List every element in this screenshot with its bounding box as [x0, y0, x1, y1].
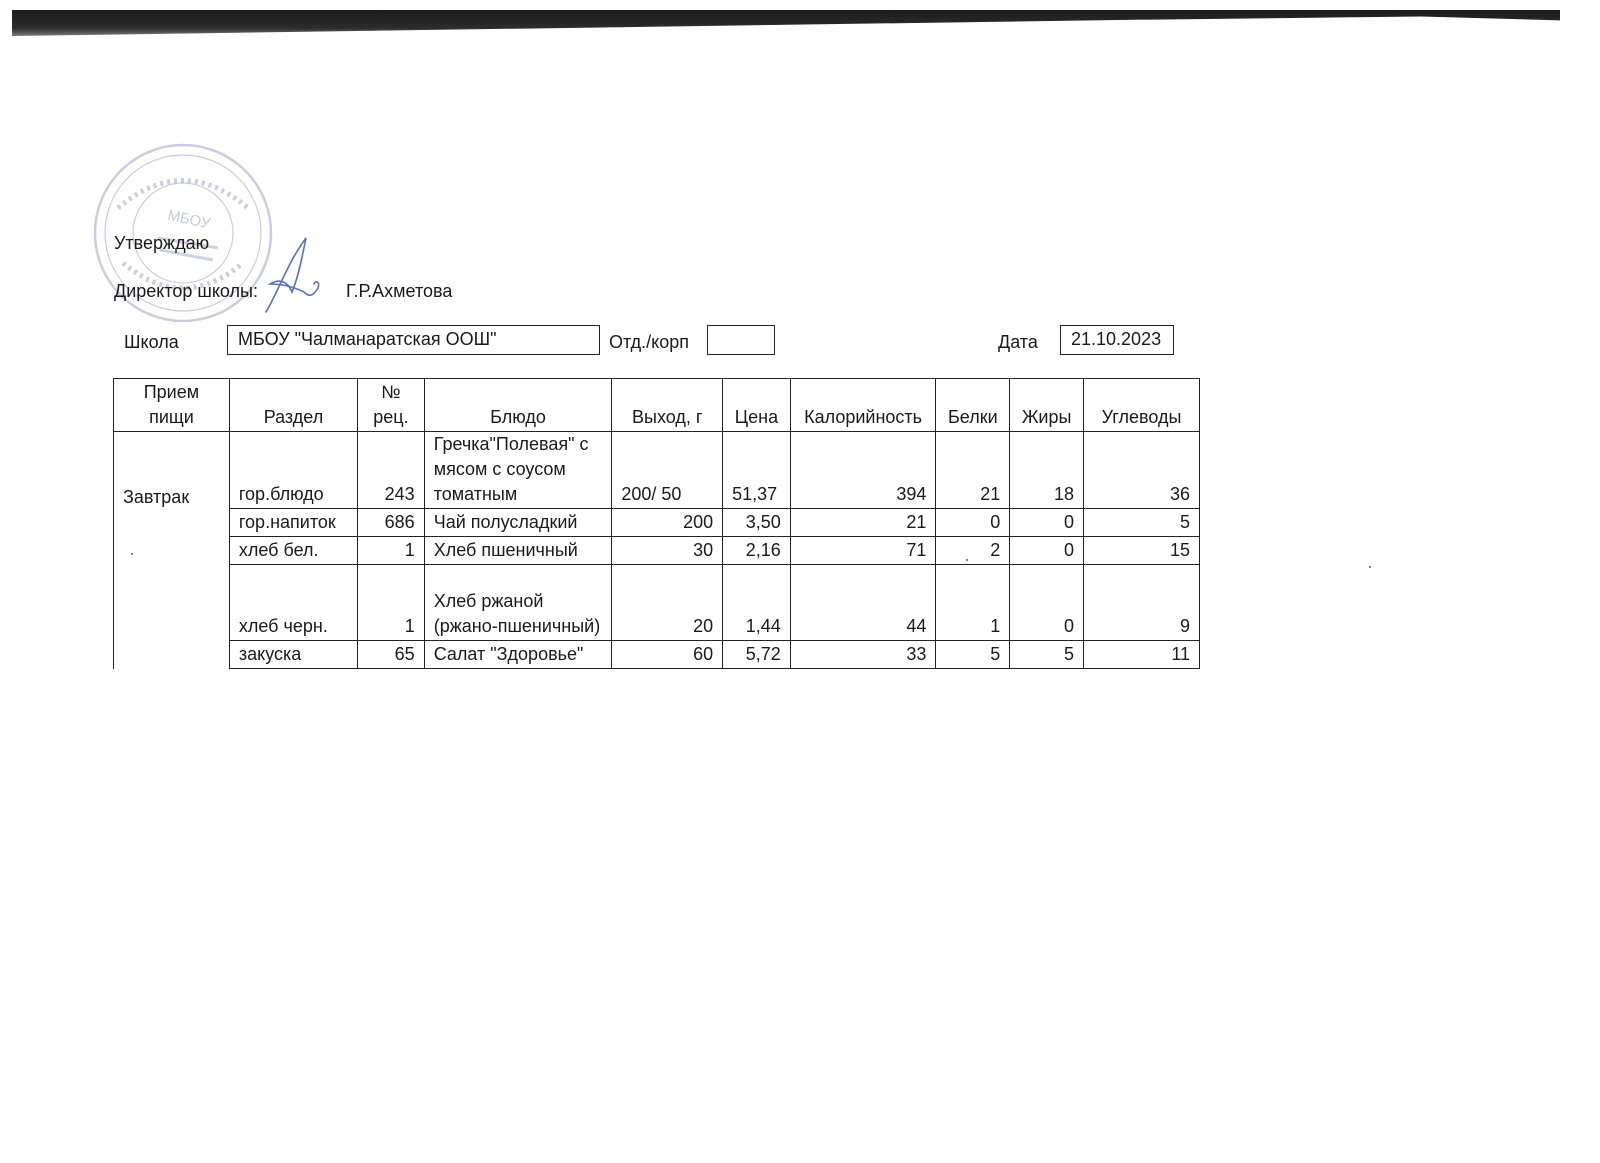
- school-field: МБОУ "Чалманаратская ООШ": [227, 325, 600, 355]
- cell-protein: 1: [936, 565, 1010, 641]
- cell-fat: 0: [1010, 509, 1084, 537]
- header-recipe: № рец.: [358, 379, 425, 432]
- menu-table: [113, 378, 1200, 669]
- table-row: [114, 565, 1200, 641]
- director-label: Директор школы:: [114, 281, 258, 301]
- cell-price: 2,16: [723, 537, 791, 565]
- scan-speck: [966, 559, 968, 561]
- cell-section: хлеб черн.: [229, 565, 357, 641]
- header-protein: Белки: [936, 379, 1010, 432]
- table-row: [114, 641, 1200, 669]
- table-row: [114, 432, 1200, 509]
- cell-section: гор.блюдо: [229, 432, 357, 509]
- cell-price: 51,37: [723, 432, 791, 509]
- cell-carbs: 36: [1084, 432, 1200, 509]
- dept-field: [707, 325, 775, 355]
- date-field: 21.10.2023: [1060, 325, 1174, 355]
- cell-yield: 200/ 50: [612, 432, 723, 509]
- cell-section: хлеб бел.: [229, 537, 357, 565]
- header-carbs: Углеводы: [1084, 379, 1200, 432]
- cell-protein: 2: [936, 537, 1010, 565]
- cell-fat: 5: [1010, 641, 1084, 669]
- cell-protein: 21: [936, 432, 1010, 509]
- cell-carbs: 9: [1084, 565, 1200, 641]
- cell-carbs: 5: [1084, 509, 1200, 537]
- cell-recipe: 1: [358, 537, 425, 565]
- scan-speck: [131, 553, 133, 555]
- cell-recipe: 686: [358, 509, 425, 537]
- meal-cell: Завтрак: [114, 432, 230, 669]
- cell-carbs: 11: [1084, 641, 1200, 669]
- header-dish: Блюдо: [424, 379, 612, 432]
- cell-calories: 71: [790, 537, 936, 565]
- cell-calories: 44: [790, 565, 936, 641]
- scan-speck: [1369, 566, 1371, 568]
- cell-dish: Гречка"Полевая" с мясом с соусом томатным: [424, 432, 612, 509]
- cell-yield: 30: [612, 537, 723, 565]
- date-label: Дата: [998, 332, 1038, 352]
- header-price: Цена: [723, 379, 791, 432]
- cell-yield: 200: [612, 509, 723, 537]
- school-label: Школа: [124, 332, 179, 352]
- cell-price: 5,72: [723, 641, 791, 669]
- header-yield: Выход, г: [612, 379, 723, 432]
- cell-section: закуска: [229, 641, 357, 669]
- cell-calories: 21: [790, 509, 936, 537]
- director-name: Г.Р.Ахметова: [346, 281, 453, 301]
- table-row: [114, 537, 1200, 565]
- header-calories: Калорийность: [790, 379, 936, 432]
- table-header-row: [114, 379, 1200, 432]
- director-signature: [258, 232, 328, 316]
- cell-recipe: 243: [358, 432, 425, 509]
- cell-price: 3,50: [723, 509, 791, 537]
- cell-calories: 394: [790, 432, 936, 509]
- cell-protein: 5: [936, 641, 1010, 669]
- cell-protein: 0: [936, 509, 1010, 537]
- cell-yield: 20: [612, 565, 723, 641]
- dept-label: Отд./корп: [609, 332, 689, 352]
- cell-fat: 0: [1010, 565, 1084, 641]
- cell-dish: Салат "Здоровье": [424, 641, 612, 669]
- cell-recipe: 65: [358, 641, 425, 669]
- cell-section: гор.напиток: [229, 509, 357, 537]
- header-meal: Прием пищи: [114, 379, 230, 432]
- cell-fat: 0: [1010, 537, 1084, 565]
- cell-yield: 60: [612, 641, 723, 669]
- header-section: Раздел: [229, 379, 357, 432]
- cell-recipe: 1: [358, 565, 425, 641]
- approve-label: Утверждаю: [114, 233, 210, 253]
- scan-edge-shadow: [12, 10, 1560, 36]
- cell-dish: Хлеб ржаной (ржано-пшеничный): [424, 565, 612, 641]
- cell-calories: 33: [790, 641, 936, 669]
- header-fat: Жиры: [1010, 379, 1084, 432]
- cell-carbs: 15: [1084, 537, 1200, 565]
- cell-dish: Чай полусладкий: [424, 509, 612, 537]
- cell-fat: 18: [1010, 432, 1084, 509]
- stamp-text: МБОУ: [166, 206, 212, 233]
- cell-dish: Хлеб пшеничный: [424, 537, 612, 565]
- table-row: [114, 509, 1200, 537]
- cell-price: 1,44: [723, 565, 791, 641]
